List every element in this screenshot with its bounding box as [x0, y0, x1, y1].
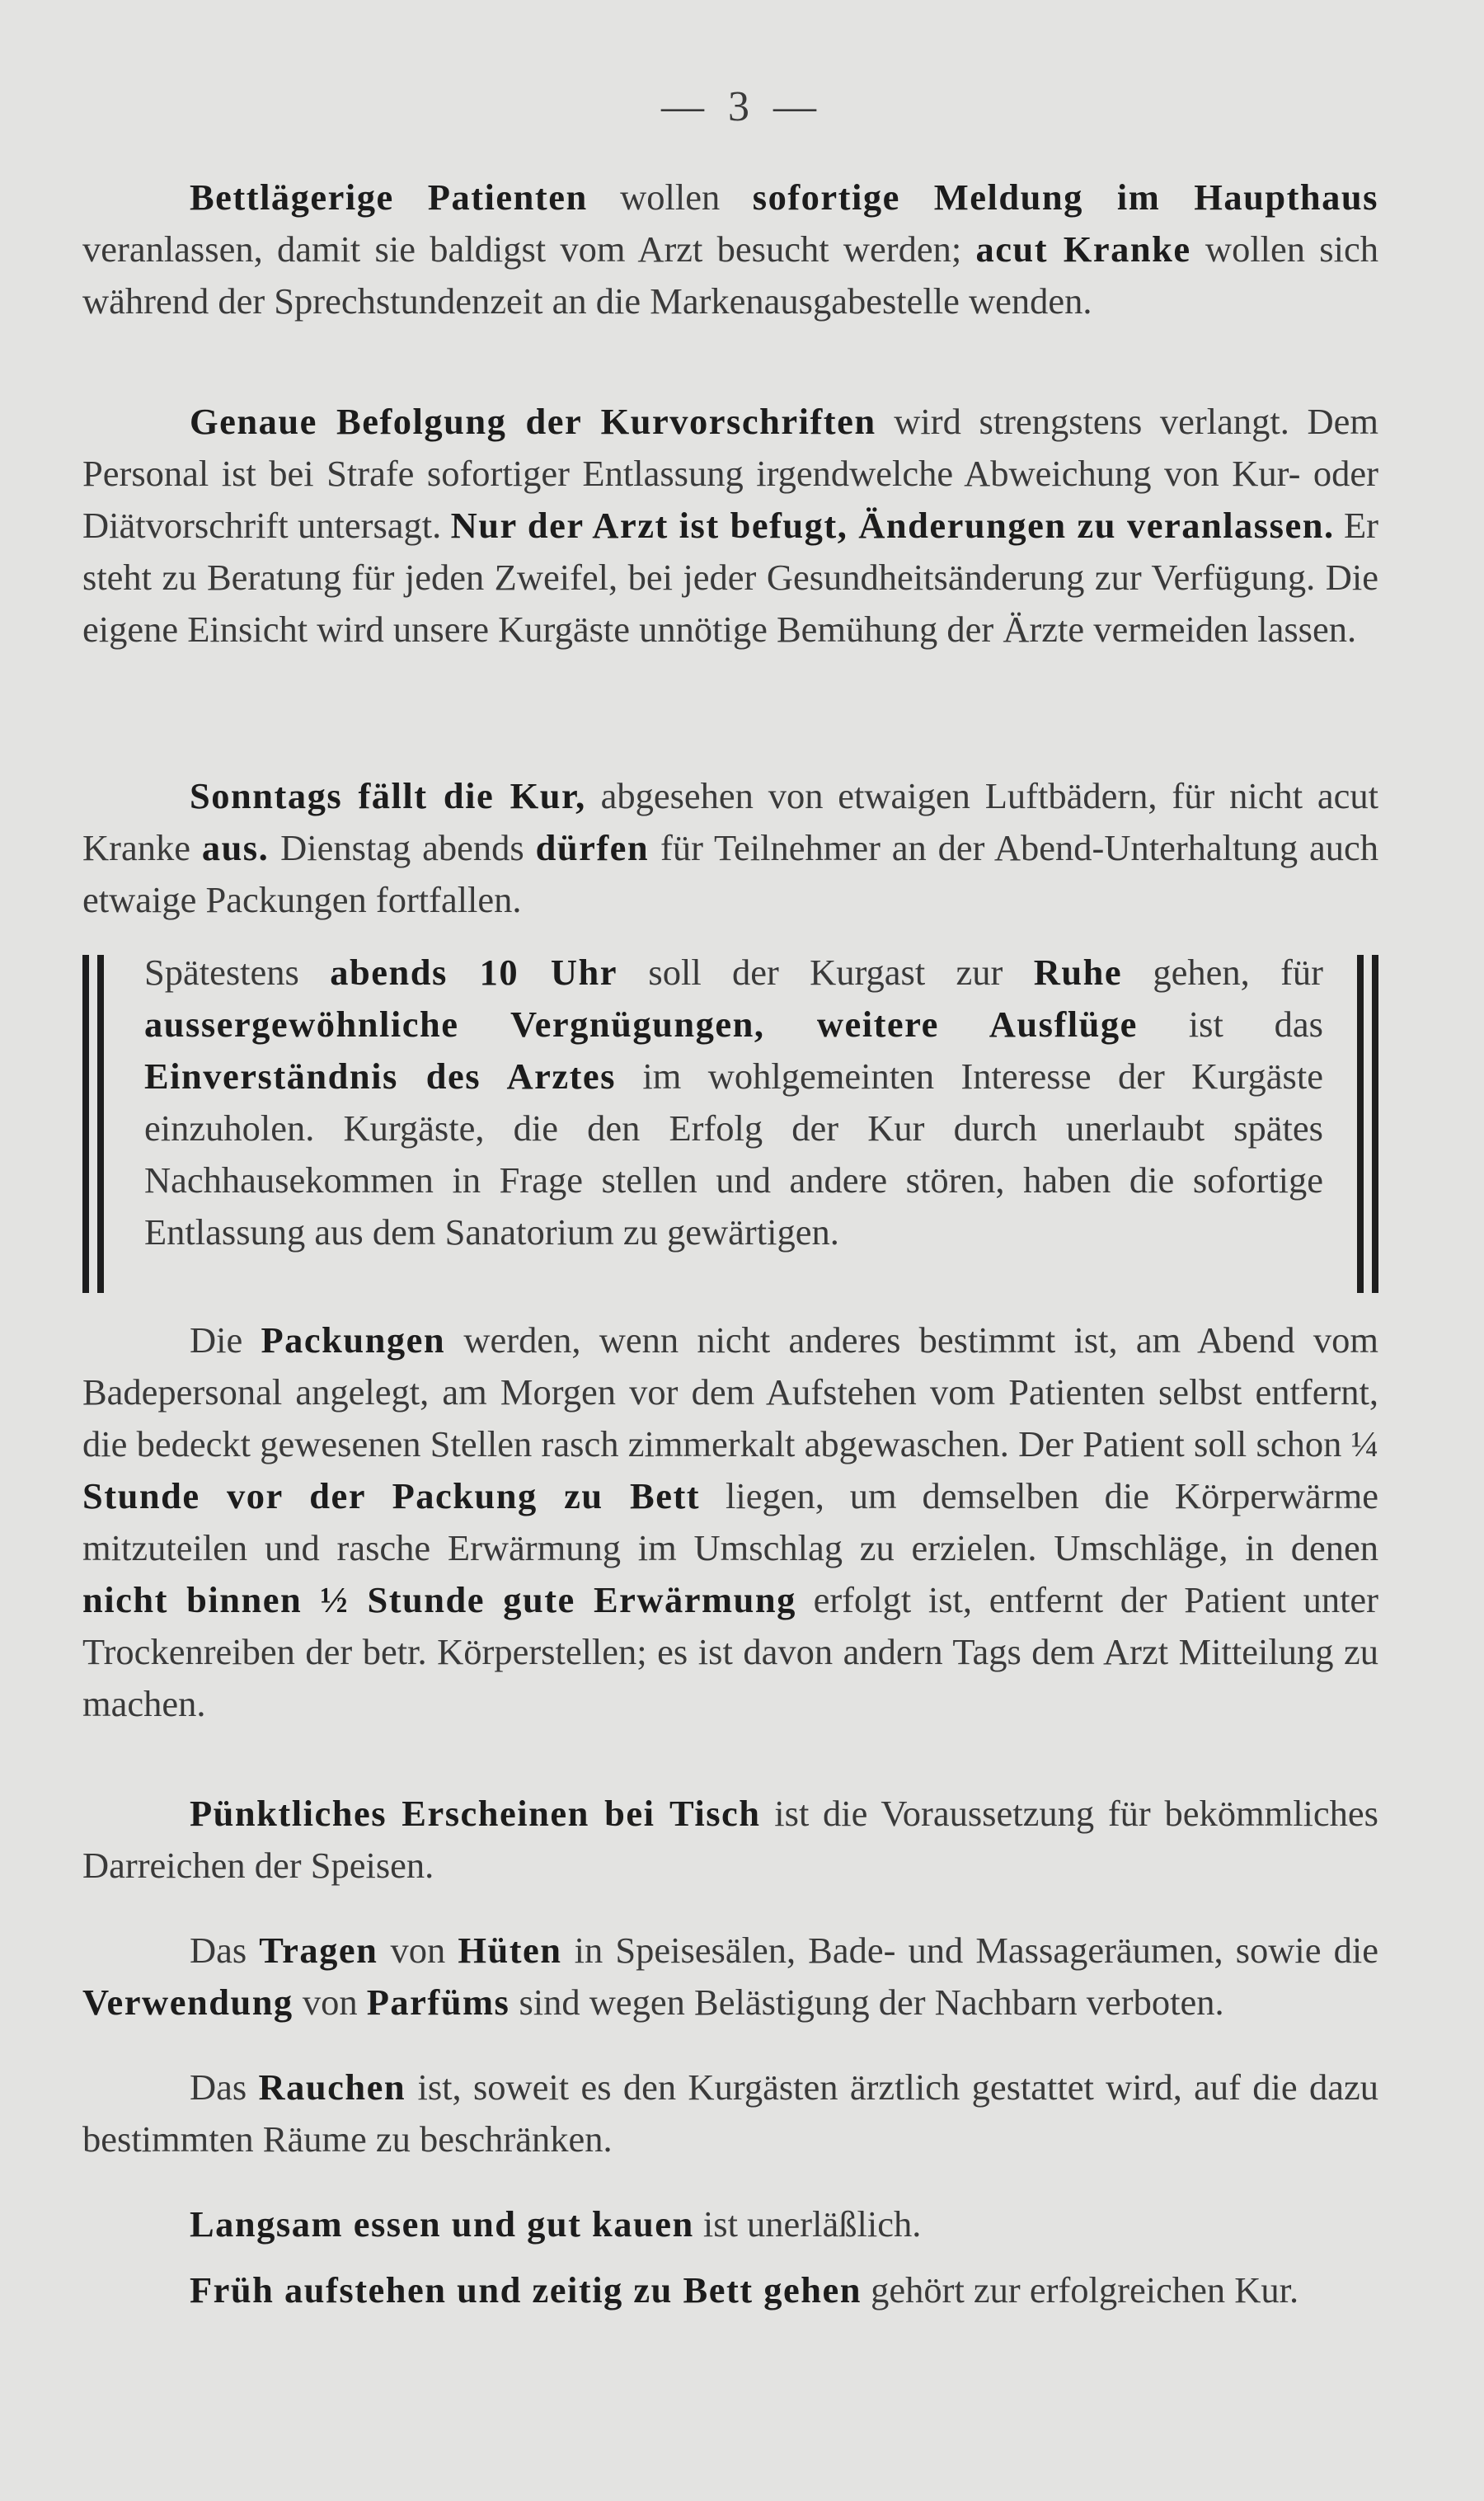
emphasized-text: Verwendung: [82, 1982, 294, 2023]
paragraph-text: [82, 2198, 1378, 2250]
text-run: ist, soweit es den Kurgästen ärztlich gestattet wird, auf die dazu bestimmten Räume zu beschränken.: [82, 2066, 1378, 2160]
paragraph-punctuality: [82, 1788, 1378, 1892]
text-run: wollen: [587, 176, 753, 218]
emphasized-text: Pünktliches Erscheinen bei Tisch: [190, 1793, 761, 1834]
paragraph-early-rise: [82, 2264, 1378, 2316]
text-run: für Teilnehmer an der Abend-Unterhaltung auch etwaige Packungen fortfallen.: [82, 827, 1378, 920]
emphasized-text: Einverständnis des Arztes: [144, 1055, 616, 1097]
paragraph-text: [82, 770, 1378, 926]
text-run: sind wegen Belästigung der Nachbarn verboten.: [510, 1982, 1224, 2023]
text-run: Das: [190, 2066, 259, 2108]
text-run: gehört zur erfolgreichen Kur.: [862, 2269, 1299, 2311]
text-run: werden, wenn nicht anderes bestimmt ist, am Abend vom Badepersonal angelegt, am Morgen vor dem Aufstehen vom Patienten selbst entfernt, die bedeckt gewesenen Stellen rasch zimmerkalt abgewaschen. Der Patient soll schon ¼: [82, 1319, 1378, 1464]
paragraph-text: [82, 2264, 1378, 2316]
text-run: von: [378, 1930, 458, 1971]
page-number: — 3 —: [661, 83, 823, 130]
text-run: liegen, um demselben die Körperwärme mitzuteilen und rasche Erwärmung im Umschlag zu erzielen. Umschläge, in denen: [82, 1475, 1378, 1568]
text-run: Dienstag abends: [269, 827, 536, 868]
emphasized-text: dürfen: [535, 827, 650, 868]
boxed-notice-text: [144, 947, 1323, 1258]
paragraph-text: [82, 2061, 1378, 2165]
paragraph-cure-regulations: [82, 396, 1378, 656]
text-run: ist die Voraussetzung für bekömmliches Darreichen der Speisen.: [82, 1793, 1378, 1886]
emphasized-text: aus.: [201, 827, 270, 868]
text-run: von: [293, 1982, 367, 2023]
text-run: ist das: [1137, 1004, 1323, 1045]
emphasized-text: Langsam essen und gut kauen: [190, 2203, 694, 2245]
double-rule-right-outer: [1372, 955, 1378, 1293]
emphasized-text: Ruhe: [1033, 952, 1123, 993]
emphasized-text: acut Kranke: [975, 228, 1191, 270]
paragraph-smoking: [82, 2061, 1378, 2165]
emphasized-text: Nur der Arzt ist befugt, Änderungen zu veranlassen.: [450, 505, 1335, 546]
text-run: veranlassen, damit sie baldigst vom Arzt besucht werden;: [82, 228, 976, 270]
double-rule-right-inner: [1357, 955, 1364, 1293]
paragraph-text: [82, 172, 1378, 327]
emphasized-text: Sonntags fällt die Kur,: [190, 775, 586, 816]
emphasized-text: aussergewöhnliche Vergnügungen, weitere Ausflüge: [144, 1004, 1138, 1045]
text-run: Er steht zu Beratung für jeden Zweifel, bei jeder Gesundheitsänderung zur Verfügung. Die eigene Einsicht wird unsere Kurgäste unnötige Bemühung der Ärzte vermeiden lassen.: [82, 505, 1378, 650]
text-run: im wohlgemeinten Interesse der Kurgäste einzuholen. Kurgäste, die den Erfolg der Kur durch unerlaubt spätes Nachhausekommen in Frage stellen und andere stören, haben die sofortige Entlassung aus dem Sanatorium zu gewärtigen.: [144, 1055, 1323, 1253]
paragraph-bedridden-patients: [82, 172, 1378, 327]
paragraph-text: [82, 1788, 1378, 1892]
text-run: ist unerläßlich.: [693, 2203, 922, 2245]
emphasized-text: sofortige Meldung im Haupthaus: [752, 176, 1378, 218]
text-run: wird strengstens verlangt. Dem Personal ist bei Strafe sofortiger Entlassung irgendwelche Abweichung von Kur- oder Diätvorschrift untersagt.: [82, 401, 1379, 546]
emphasized-text: Stunde vor der Packung zu Bett: [82, 1475, 701, 1516]
emphasized-text: Bettlägerige Patienten: [190, 176, 588, 218]
text-run: Die: [190, 1319, 261, 1361]
text-run: Spätestens: [144, 952, 331, 993]
emphasized-text: Parfüms: [366, 1982, 510, 2023]
emphasized-text: Tragen: [259, 1930, 378, 1971]
boxed-notice-curfew: [82, 947, 1378, 1301]
paragraph-sunday-rules: [82, 770, 1378, 926]
text-run: gehen, für: [1122, 952, 1324, 993]
text-run: soll der Kurgast zur: [618, 952, 1034, 993]
paragraph-packings: [82, 1314, 1378, 1730]
paragraph-eat-slowly: [82, 2198, 1378, 2250]
double-rule-left-inner: [97, 955, 104, 1293]
text-run: Das: [190, 1930, 260, 1971]
emphasized-text: Früh aufstehen und zeitig zu Bett gehen: [190, 2269, 862, 2311]
paragraph-text: [144, 947, 1323, 1258]
paragraph-hats-perfume: [82, 1925, 1378, 2029]
text-run: abgesehen von etwaigen Luftbädern, für nicht acut Kranke: [82, 775, 1379, 868]
emphasized-text: Packungen: [261, 1319, 446, 1361]
text-run: erfolgt ist, entfernt der Patient unter Trockenreiben der betr. Körperstellen; es ist davon andern Tags dem Arzt Mitteilung zu machen.: [82, 1579, 1378, 1724]
emphasized-text: Hüten: [458, 1930, 562, 1971]
paragraph-text: [82, 1314, 1378, 1730]
emphasized-text: Rauchen: [258, 2066, 406, 2108]
paragraph-text: [82, 396, 1378, 656]
paragraph-text: [82, 1925, 1378, 2029]
emphasized-text: Genaue Befolgung der Kurvorschriften: [190, 401, 876, 442]
double-rule-left-outer: [82, 955, 89, 1293]
emphasized-text: abends 10 Uhr: [330, 952, 618, 993]
emphasized-text: nicht binnen ½ Stunde gute Erwärmung: [82, 1579, 796, 1620]
text-run: in Speisesälen, Bade- und Massageräumen, sowie die: [561, 1930, 1378, 1971]
text-run: wollen sich während der Sprechstundenzeit an die Markenausgabestelle wenden.: [82, 228, 1378, 322]
